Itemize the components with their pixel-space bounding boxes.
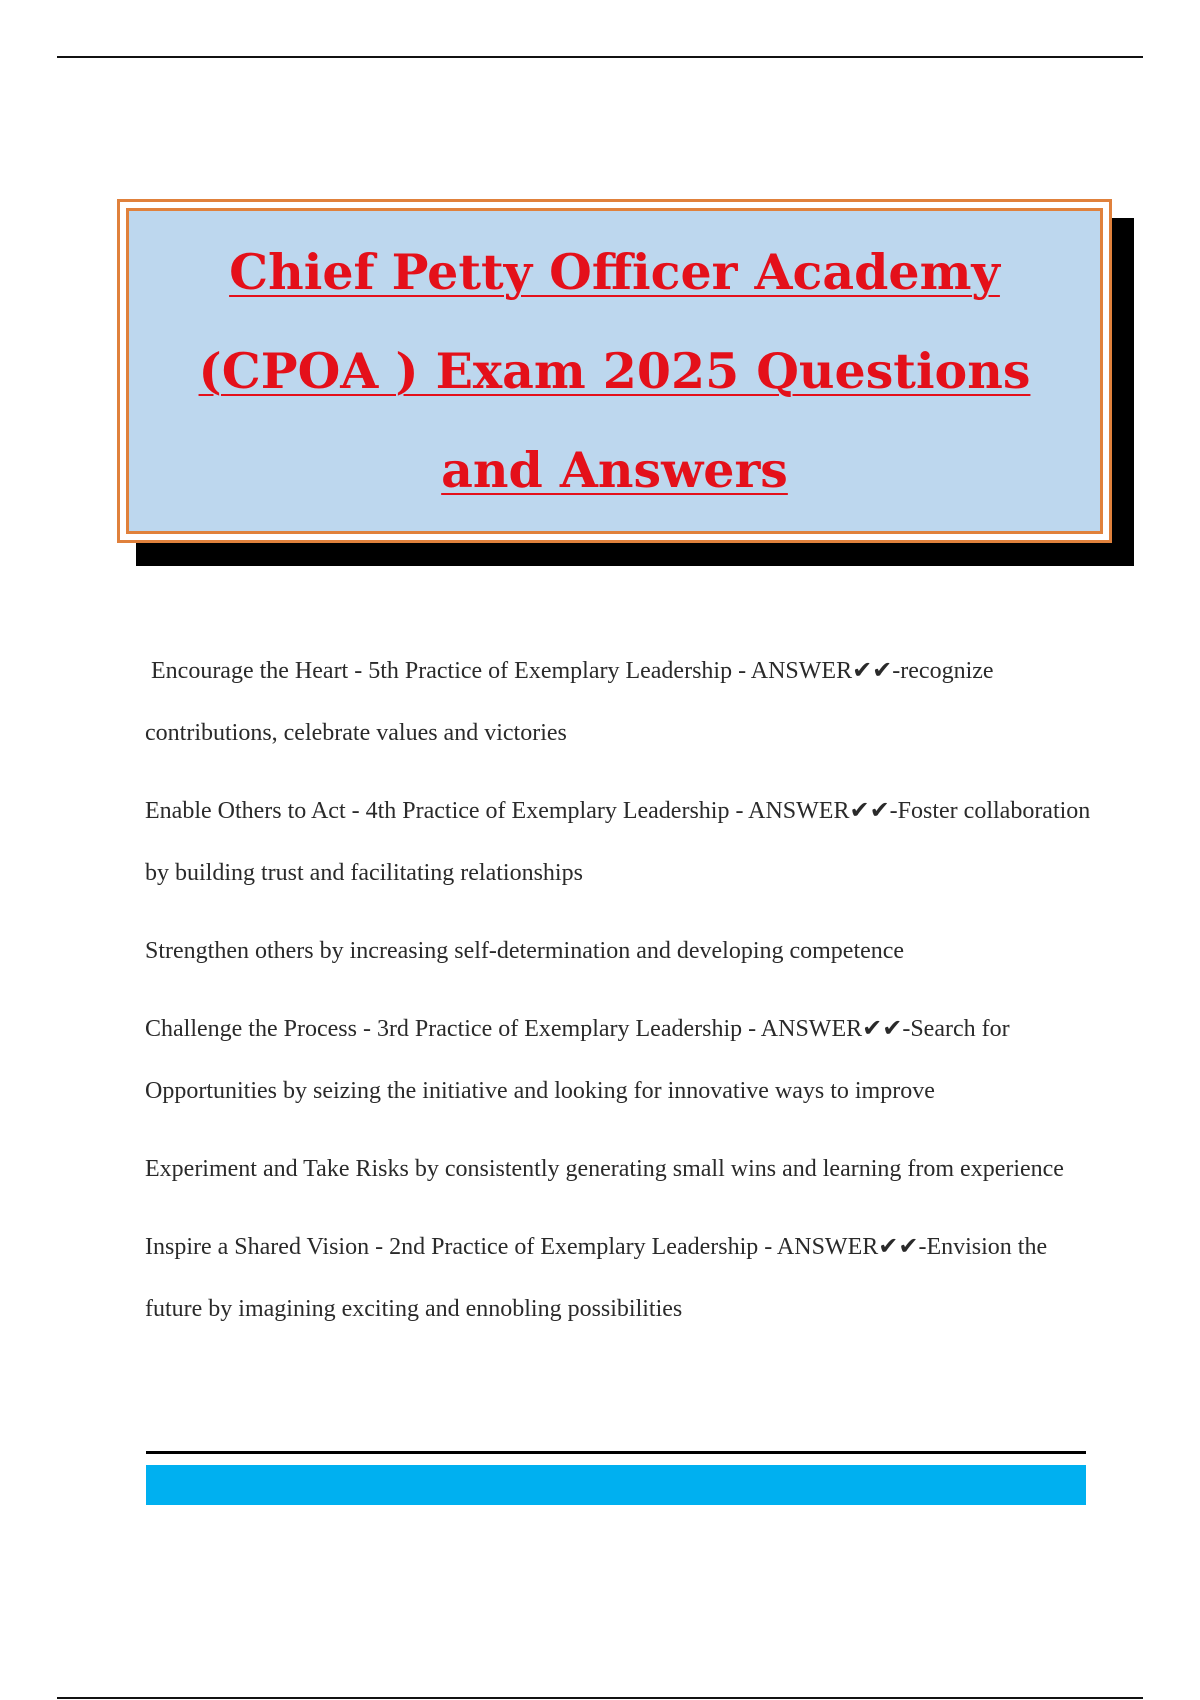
paragraph-strengthen-others: Strengthen others by increasing self-determination and developing competence — [145, 938, 905, 964]
page-footer-rule — [57, 1697, 1143, 1699]
paragraph-encourage-the-heart: Encourage the Heart - 5th Practice of Exemplary Leadership - ANSWER✔✔-recognize contributions, celebrate values and victories — [145, 658, 994, 746]
page-header-rule — [57, 56, 1143, 58]
document-body — [145, 640, 1095, 1356]
paragraph-enable-others-to-act: Enable Others to Act - 4th Practice of Exemplary Leadership - ANSWER✔✔-Foster collaboration by building trust and facilitating relationships — [145, 798, 1091, 886]
document-title: Chief Petty Officer Academy (CPOA ) Exam 2025 Questions and Answers — [198, 242, 1031, 499]
footer-band — [146, 1465, 1086, 1505]
paragraph-challenge-the-process: Challenge the Process - 3rd Practice of Exemplary Leadership - ANSWER✔✔-Search for Opportunities by seizing the initiative and looking for innovative ways to improve — [145, 1016, 1010, 1104]
paragraph-inspire-a-shared-vision: Inspire a Shared Vision - 2nd Practice of Exemplary Leadership - ANSWER✔✔-Envision the future by imagining exciting and ennobling possibilities — [145, 1234, 1048, 1322]
paragraph-experiment-and-take-risks: Experiment and Take Risks by consistently generating small wins and learning from experience — [145, 1156, 1064, 1182]
title-box — [117, 199, 1112, 543]
footer-rule — [146, 1451, 1086, 1454]
title-box-inner — [126, 208, 1103, 534]
